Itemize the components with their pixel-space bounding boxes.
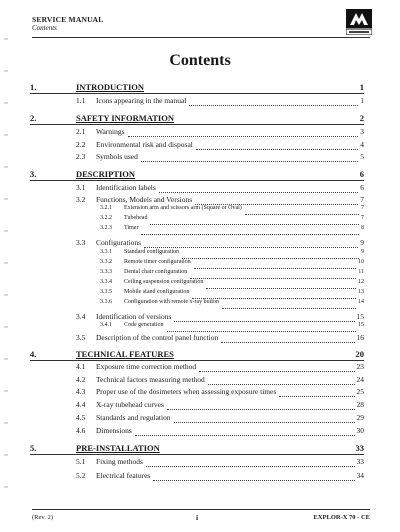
toc-dot-leader [153, 474, 354, 481]
toc-page-number: 12 [358, 279, 364, 285]
toc-number: 3.3.4 [100, 279, 112, 285]
toc-entry-row[interactable] [30, 387, 364, 399]
toc-page-number: 6 [359, 169, 364, 179]
toc-dot-leader [194, 262, 356, 269]
toc-dot-leader [221, 336, 354, 343]
section-underline-rule [30, 180, 364, 181]
toc-page-number: 8 [361, 225, 364, 231]
toc-dot-leader [146, 85, 358, 91]
toc-number: 1.1 [76, 96, 86, 105]
toc-title: Extension arm and scissors arm (Square or Oval) [124, 205, 242, 211]
toc-title: TECHNICAL FEATURES [76, 349, 174, 359]
footer-rule [32, 509, 370, 510]
toc-title: Fixing methods [96, 457, 143, 466]
toc-dot-leader [144, 241, 358, 248]
section-underline-rule [30, 124, 364, 125]
section-underline-rule [30, 93, 364, 94]
toc-dot-leader [206, 282, 356, 289]
toc-entry-row[interactable] [30, 457, 364, 469]
toc-title: DESCRIPTION [76, 169, 136, 179]
toc-entry-row[interactable] [30, 96, 364, 108]
toc-page-number: 29 [356, 413, 364, 422]
toc-entry-row[interactable] [30, 183, 364, 195]
toc-number: 4.3 [76, 387, 86, 396]
toc-entry-row[interactable] [30, 333, 364, 345]
toc-dot-leader [208, 378, 355, 385]
toc-dot-leader [190, 272, 356, 279]
toc-title: Code generation [124, 322, 164, 328]
toc-number: 4. [30, 349, 37, 359]
toc-title: Warnings [96, 127, 125, 136]
toc-title: Dimensions [96, 426, 132, 435]
toc-number: 2.1 [76, 127, 86, 136]
toc-dot-leader [128, 130, 359, 137]
toc-number: 1. [30, 82, 37, 92]
toc-number: 3.3.5 [100, 289, 112, 295]
toc-entry-row[interactable] [30, 127, 364, 139]
toc-dot-leader [195, 198, 358, 205]
toc-title: Technical factors measuring method [96, 375, 205, 384]
toc-page-number: 20 [355, 349, 364, 359]
toc-dot-leader [174, 315, 354, 322]
toc-number: 3.3.2 [100, 259, 112, 265]
toc-number: 4.6 [76, 426, 86, 435]
toc-page-number: 10 [358, 259, 364, 265]
toc-page-number: 7 [361, 215, 364, 221]
toc-entry-row[interactable] [30, 140, 364, 152]
toc-entry-row[interactable] [30, 471, 364, 483]
toc-dot-leader [196, 143, 358, 150]
toc-number: 4.4 [76, 400, 86, 409]
section-underline-rule [30, 360, 364, 361]
toc-dot-leader [135, 429, 355, 436]
toc-title: INTRODUCTION [76, 82, 145, 92]
toc-entry-row[interactable] [30, 362, 364, 374]
toc-number: 5.1 [76, 457, 86, 466]
toc-dot-leader [192, 292, 356, 299]
toc-entry-row[interactable] [30, 400, 364, 412]
toc-title: SAFETY INFORMATION [76, 113, 174, 123]
toc-number: 3.2 [76, 195, 86, 204]
toc-page-number: 4 [360, 140, 364, 149]
toc-dot-leader [137, 172, 358, 178]
toc-dot-leader [159, 186, 358, 193]
toc-page-number: 25 [356, 387, 364, 396]
footer-model: EXPLOR-X 70 - CE [313, 514, 370, 521]
toc-page-number: 34 [356, 471, 364, 480]
toc-title: Dental chair configuration [124, 269, 188, 275]
header-rule [32, 37, 370, 38]
company-logo-icon [346, 9, 372, 35]
toc-number: 2. [30, 113, 37, 123]
toc-title: Symbols used [96, 152, 138, 161]
toc-entry-row[interactable] [30, 375, 364, 387]
toc-title: Description of the control panel function [96, 333, 219, 342]
toc-dot-leader [176, 116, 358, 122]
toc-page-number: 15 [356, 312, 364, 321]
toc-entry-row[interactable] [30, 225, 364, 237]
toc-page-number: 15 [358, 322, 364, 328]
toc-page-number: 9 [360, 238, 364, 247]
toc-title: X-ray tubehead curves [96, 400, 164, 409]
toc-number: 2.3 [76, 152, 86, 161]
toc-page-number: 33 [356, 457, 364, 466]
toc-dot-leader [162, 446, 354, 452]
toc-dot-leader [141, 155, 358, 162]
manual-title: SERVICE MANUAL [32, 15, 104, 24]
toc-dot-leader [199, 365, 354, 372]
toc-page-number: 28 [356, 400, 364, 409]
toc-number: 3.4 [76, 312, 86, 321]
toc-title: Icons appearing in the manual [96, 96, 187, 105]
toc-title: Proper use of the dosimeters when assessing exposure times [96, 387, 277, 396]
toc-page-number: 30 [356, 426, 364, 435]
toc-page-number: 7 [360, 195, 364, 204]
section-subtitle: Contents [32, 24, 57, 32]
toc-entry-row[interactable] [30, 426, 364, 438]
toc-number: 5.2 [76, 471, 86, 480]
toc-title: PRE-INSTALLATION [76, 443, 160, 453]
toc-dot-leader [189, 99, 358, 106]
toc-dot-leader [141, 228, 359, 235]
toc-number: 3.1 [76, 183, 86, 192]
toc-page-number: 33 [355, 443, 364, 453]
page-title: Contents [169, 52, 231, 69]
toc-title: Electrical features [96, 471, 151, 480]
toc-number: 3.3.6 [100, 299, 112, 305]
toc-title: Configuration with remote x-ray button [124, 299, 219, 305]
toc-title: Mobile stand configuration [124, 289, 190, 295]
toc-number: 3.3.3 [100, 269, 112, 275]
toc-dot-leader [245, 208, 359, 215]
toc-title: Remote timer configuration [124, 259, 191, 265]
toc-number: 2.2 [76, 140, 86, 149]
toc-number: 3.3 [76, 238, 86, 247]
toc-number: 3.3.1 [100, 249, 112, 255]
toc-entry-row[interactable] [30, 299, 364, 311]
toc-dot-leader [167, 325, 357, 332]
toc-dot-leader [167, 403, 355, 410]
toc-page-number: 7 [361, 205, 364, 211]
toc-number: 3.4.1 [100, 322, 112, 328]
section-underline-rule [30, 454, 364, 455]
toc-page-number: 9 [361, 249, 364, 255]
toc-number: 3.5 [76, 333, 86, 342]
toc-dot-leader [146, 460, 355, 467]
toc-dot-leader [176, 352, 354, 358]
toc-number: 3.2.2 [100, 215, 112, 221]
toc-dot-leader [222, 302, 356, 309]
toc-page-number: 1 [360, 96, 364, 105]
toc-page-number: 11 [358, 269, 364, 275]
toc-page-number: 1 [359, 82, 364, 92]
toc-title: Standards and regulation [96, 413, 171, 422]
toc-title: Identification labels [96, 183, 156, 192]
toc-page-number: 16 [356, 333, 364, 342]
toc-title: Functions, Models and Versions [96, 195, 193, 204]
toc-number: 3.2.1 [100, 205, 112, 211]
toc-title: Timer [124, 225, 139, 231]
footer-revision: (Rev. 2) [32, 514, 53, 521]
toc-number: 4.1 [76, 362, 86, 371]
toc-dot-leader [279, 390, 354, 397]
toc-number: 3. [30, 169, 37, 179]
toc-title: Ceiling suspension configuration [124, 279, 204, 285]
toc-page-number: 6 [360, 183, 364, 192]
toc-number: 4.2 [76, 375, 86, 384]
toc-page-number: 3 [360, 127, 364, 136]
toc-page-number: 23 [356, 362, 364, 371]
toc-page-number: 5 [360, 152, 364, 161]
toc-number: 3.2.3 [100, 225, 112, 231]
toc-entry-row[interactable] [30, 152, 364, 164]
toc-dot-leader [182, 252, 359, 259]
toc-dot-leader [150, 218, 359, 225]
toc-title: Configurations [96, 238, 141, 247]
toc-title: Standard configuration [124, 249, 180, 255]
toc-title: Identification of versions [96, 312, 172, 321]
toc-page-number: 13 [358, 289, 364, 295]
toc-dot-leader [174, 416, 355, 423]
toc-page-number: 24 [356, 375, 364, 384]
toc-page-number: 2 [359, 113, 364, 123]
toc-number: 5. [30, 443, 37, 453]
toc-title: Environmental risk and disposal [96, 140, 193, 149]
toc-title: Tubehead [124, 215, 148, 221]
toc-title: Exposure time correction method [96, 362, 197, 371]
footer-page-number: i [196, 513, 199, 522]
toc-number: 4.5 [76, 413, 86, 422]
toc-entry-row[interactable] [30, 413, 364, 425]
toc-page-number: 14 [358, 299, 364, 305]
